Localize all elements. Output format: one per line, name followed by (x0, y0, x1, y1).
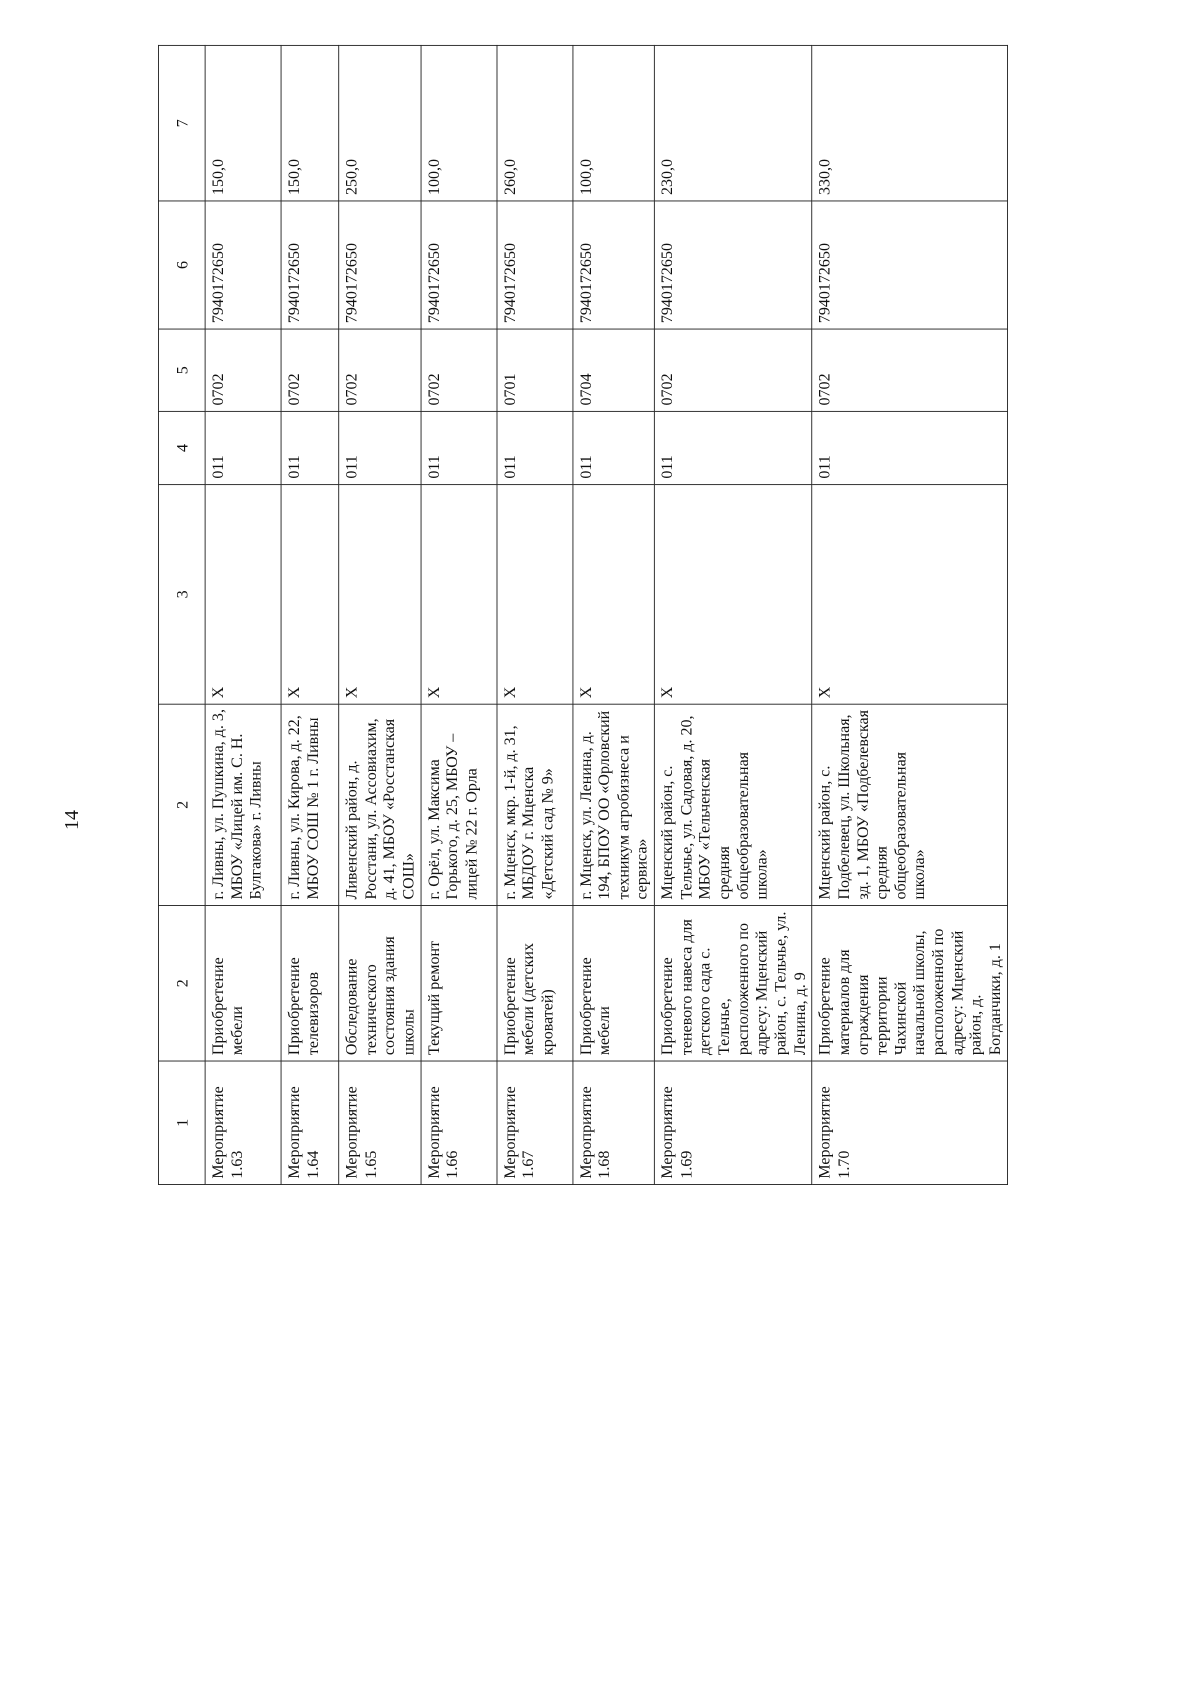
cell-id: Мероприятие 1.67 (497, 1061, 573, 1185)
cell-mark: X (573, 485, 655, 705)
cell-name: Приобретение материалов для ограждения территории Чахинской начальной школы, расположенной по адресу: Мценский район, д. Богданчики, д. 1 (812, 906, 1007, 1062)
table-row (339, 45, 421, 1184)
cell-id: Мероприятие 1.69 (654, 1061, 811, 1185)
cell-col6: 7940172650 (205, 201, 281, 329)
cell-col7: 100,0 (573, 45, 655, 201)
column-header: 6 (158, 201, 205, 329)
column-header: 7 (158, 45, 205, 201)
measures-table (158, 45, 1008, 1185)
cell-address: Ливенский район, д. Росстани, ул. Ассовиахим, д. 41, МБОУ «Росстанская СОШ» (339, 704, 421, 905)
cell-col6: 7940172650 (421, 201, 497, 329)
cell-name: Приобретение мебели (детских кроватей) (497, 906, 573, 1062)
cell-col7: 150,0 (281, 45, 339, 201)
table-row (281, 45, 339, 1184)
cell-col4: 011 (497, 411, 573, 484)
table-row (205, 45, 281, 1184)
cell-col6: 7940172650 (497, 201, 573, 329)
cell-col5: 0702 (654, 329, 811, 411)
cell-col5: 0702 (339, 329, 421, 411)
page-number: 14 (61, 810, 83, 830)
cell-col5: 0702 (812, 329, 1007, 411)
column-header: 3 (158, 485, 205, 705)
cell-name: Приобретение теневого навеса для детского сада с. Тельчье, расположенного по адресу: Мценский район, с. Тельчье, ул. Ленина, д. 9 (654, 906, 811, 1062)
cell-id: Мероприятие 1.66 (421, 1061, 497, 1185)
cell-mark: X (812, 485, 1007, 705)
column-header: 2 (158, 704, 205, 905)
cell-id: Мероприятие 1.68 (573, 1061, 655, 1185)
cell-col6: 7940172650 (339, 201, 421, 329)
table-row (654, 45, 811, 1184)
header-row (158, 45, 205, 1184)
column-header: 5 (158, 329, 205, 411)
cell-address: Мценский район, с. Подбелевец, ул. Школьная, зд. 1, МБОУ «Подбелевская средняя общеобразовательная школа» (812, 704, 1007, 905)
cell-id: Мероприятие 1.63 (205, 1061, 281, 1185)
cell-col4: 011 (281, 411, 339, 484)
cell-col7: 250,0 (339, 45, 421, 201)
cell-id: Мероприятие 1.64 (281, 1061, 339, 1185)
rotated-table-container (158, 45, 1008, 1185)
cell-col5: 0702 (421, 329, 497, 411)
cell-col4: 011 (573, 411, 655, 484)
cell-col4: 011 (812, 411, 1007, 484)
cell-name: Текущий ремонт (421, 906, 497, 1062)
cell-col4: 011 (339, 411, 421, 484)
cell-name: Приобретение телевизоров (281, 906, 339, 1062)
table-row (812, 45, 1007, 1184)
cell-address: г. Ливны, ул. Пушкина, д. 3, МБОУ «Лицей им. С. Н. Булгакова» г. Ливны (205, 704, 281, 905)
cell-col7: 230,0 (654, 45, 811, 201)
cell-id: Мероприятие 1.65 (339, 1061, 421, 1185)
cell-address: Мценский район, с. Тельчье, ул. Садовая, д. 20, МБОУ «Тельченская средняя общеобразовательная школа» (654, 704, 811, 905)
table-row (421, 45, 497, 1184)
cell-col6: 7940172650 (281, 201, 339, 329)
table-row (497, 45, 573, 1184)
cell-col5: 0702 (205, 329, 281, 411)
cell-name: Приобретение мебели (205, 906, 281, 1062)
cell-col5: 0702 (281, 329, 339, 411)
cell-name: Обследование технического состояния здания школы (339, 906, 421, 1062)
cell-address: г. Мценск, мкр. 1-й, д. 31, МБДОУ г. Мценска «Детский сад № 9» (497, 704, 573, 905)
table-row (573, 45, 655, 1184)
cell-col4: 011 (421, 411, 497, 484)
column-header: 1 (158, 1061, 205, 1185)
cell-address: г. Ливны, ул. Кирова, д. 22, МБОУ СОШ № 1 г. Ливны (281, 704, 339, 905)
cell-mark: X (421, 485, 497, 705)
cell-col6: 7940172650 (573, 201, 655, 329)
cell-mark: X (205, 485, 281, 705)
cell-col4: 011 (205, 411, 281, 484)
cell-mark: X (497, 485, 573, 705)
cell-mark: X (339, 485, 421, 705)
cell-col7: 150,0 (205, 45, 281, 201)
cell-address: г. Орёл, ул. Максима Горького, д. 25, МБОУ – лицей № 22 г. Орла (421, 704, 497, 905)
cell-col7: 330,0 (812, 45, 1007, 201)
cell-col5: 0701 (497, 329, 573, 411)
cell-name: Приобретение мебели (573, 906, 655, 1062)
cell-address: г. Мценск, ул. Ленина, д. 194, БПОУ ОО «Орловский техникум агробизнеса и сервиса» (573, 704, 655, 905)
cell-col7: 100,0 (421, 45, 497, 201)
cell-mark: X (654, 485, 811, 705)
cell-col6: 7940172650 (654, 201, 811, 329)
cell-col6: 7940172650 (812, 201, 1007, 329)
column-header: 4 (158, 411, 205, 484)
cell-col5: 0704 (573, 329, 655, 411)
cell-mark: X (281, 485, 339, 705)
column-header: 2 (158, 906, 205, 1062)
cell-id: Мероприятие 1.70 (812, 1061, 1007, 1185)
cell-col4: 011 (654, 411, 811, 484)
cell-col7: 260,0 (497, 45, 573, 201)
